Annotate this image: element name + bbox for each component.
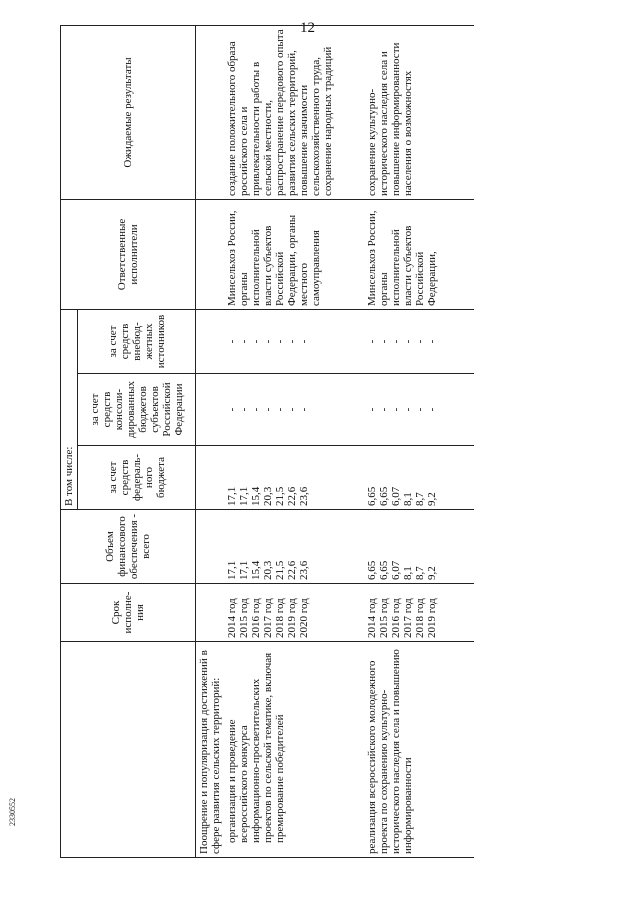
cell-line: - xyxy=(274,407,286,412)
cell-line: - xyxy=(414,339,426,344)
cell-line: 20,3 xyxy=(262,486,274,506)
cell-line: 23,6 xyxy=(298,486,310,506)
cell-line: - xyxy=(286,407,298,412)
cell-line: - xyxy=(426,339,438,344)
cell-line: 9,2 xyxy=(426,492,438,506)
row-years xyxy=(224,584,364,642)
cell-line: 2018 год xyxy=(414,598,426,638)
row-executors: Минсельхоз России, органы исполнительной власти субъектов Российской Федерации, органы местного самоуправления xyxy=(224,199,364,309)
row-name: реализация всероссийского молодежного проекта по сохранению культурно-исторического наследия села и повышению информированности xyxy=(364,642,474,858)
cell-line: - xyxy=(426,407,438,412)
cell-line: - xyxy=(402,407,414,412)
cell-line: 2017 год xyxy=(262,598,274,638)
cell-line: 2018 год xyxy=(274,598,286,638)
cell-line: 17,1 xyxy=(226,560,238,580)
cell-line: 9,2 xyxy=(426,566,438,580)
program-table xyxy=(60,25,474,858)
cell-line: 2015 год xyxy=(378,598,390,638)
cell-line: - xyxy=(414,407,426,412)
row-results: создание положительного образа российского села и привлекательности работы в сельской местности, распространение передового опыта развития сельских территорий, повышение значимости сельскохозяйственного труда, сохранение народных традиций xyxy=(224,25,364,199)
cell-line: - xyxy=(378,407,390,412)
cell-line: - xyxy=(238,407,250,412)
row-extra xyxy=(224,309,364,373)
cell-line: 2020 год xyxy=(298,598,310,638)
cell-line: - xyxy=(262,339,274,344)
cell-line: 6,65 xyxy=(378,486,390,506)
row-name: организация и проведение всероссийского конкурса информационно-просветительских проектов по сельской тематике, включая премирование победителей xyxy=(224,642,364,858)
cell-line: - xyxy=(390,407,402,412)
header-results: Ожидаемые результаты xyxy=(61,25,196,199)
row-federal xyxy=(364,446,474,510)
cell-line: 6,65 xyxy=(366,486,378,506)
cell-line: 2014 год xyxy=(226,598,238,638)
table-row xyxy=(364,25,474,857)
cell-line: - xyxy=(390,339,402,344)
cell-line: 6,65 xyxy=(378,560,390,580)
cell-line: - xyxy=(366,339,378,344)
cell-line: - xyxy=(286,339,298,344)
header-volume: Объем финансового обеспечения - всего xyxy=(61,510,196,584)
cell-line: 8,1 xyxy=(402,492,414,506)
page-number: 12 xyxy=(300,20,315,36)
cell-line: 15,4 xyxy=(250,486,262,506)
cell-line: - xyxy=(366,407,378,412)
cell-line: 6,65 xyxy=(366,560,378,580)
cell-line: 23,6 xyxy=(298,560,310,580)
cell-line: 8,7 xyxy=(414,492,426,506)
cell-line: 2014 год xyxy=(366,598,378,638)
row-volume xyxy=(224,510,364,584)
cell-line: 20,3 xyxy=(262,560,274,580)
cell-line: - xyxy=(378,339,390,344)
row-extra xyxy=(364,309,474,373)
header-executors: Ответственные исполнители xyxy=(61,199,196,309)
cell-line: 2019 год xyxy=(426,598,438,638)
cell-line: 8,7 xyxy=(414,566,426,580)
cell-line: - xyxy=(238,339,250,344)
document-id: 2330552 xyxy=(8,798,17,826)
header-extra: за счет средств внебюд-жетных источников xyxy=(78,309,196,373)
cell-line: 15,4 xyxy=(250,560,262,580)
row-years xyxy=(364,584,474,642)
cell-line: - xyxy=(298,407,310,412)
cell-line: 22,6 xyxy=(286,486,298,506)
rotated-table-wrapper xyxy=(60,26,620,858)
cell-line: 17,1 xyxy=(226,486,238,506)
row-executors: Минсельхоз России, органы исполнительной власти субъектов Российской Федерации, xyxy=(364,199,474,309)
cell-line: 17,1 xyxy=(238,560,250,580)
cell-line: 2016 год xyxy=(390,598,402,638)
row-regional xyxy=(364,374,474,446)
header-regional: за счет средств консоли-дированных бюджетов субъектов Российской Федерации xyxy=(78,374,196,446)
cell-line: 21,5 xyxy=(274,560,286,580)
cell-line: - xyxy=(250,407,262,412)
cell-line: 2017 год xyxy=(402,598,414,638)
cell-line: - xyxy=(250,339,262,344)
table-header xyxy=(61,25,196,857)
table-row xyxy=(224,25,364,857)
row-volume xyxy=(364,510,474,584)
header-including: В том числе: xyxy=(61,309,78,509)
cell-line: 6,07 xyxy=(390,486,402,506)
header-term: Срок исполне-ния xyxy=(61,584,196,642)
cell-line: 8,1 xyxy=(402,566,414,580)
cell-line: 2016 год xyxy=(250,598,262,638)
row-regional xyxy=(224,374,364,446)
header-name-col xyxy=(61,642,196,858)
cell-line: 2015 год xyxy=(238,598,250,638)
cell-line: 6,07 xyxy=(390,560,402,580)
cell-line: 17,1 xyxy=(238,486,250,506)
header-federal: за счет средств федераль-ного бюджета xyxy=(78,446,196,510)
cell-line: - xyxy=(262,407,274,412)
cell-line: - xyxy=(274,339,286,344)
table-body xyxy=(196,25,475,857)
cell-line: - xyxy=(402,339,414,344)
row-results: сохранение культурно-исторического наследия села и повышение информированности населения о возможностях xyxy=(364,25,474,199)
cell-line: - xyxy=(298,339,310,344)
section-title: Поощрение и популяризация достижений в сфере развития сельских территорий: xyxy=(196,642,225,858)
cell-line: 21,5 xyxy=(274,486,286,506)
row-federal xyxy=(224,446,364,510)
cell-line: - xyxy=(226,407,238,412)
cell-line: 2019 год xyxy=(286,598,298,638)
cell-line: - xyxy=(226,339,238,344)
cell-line: 22,6 xyxy=(286,560,298,580)
